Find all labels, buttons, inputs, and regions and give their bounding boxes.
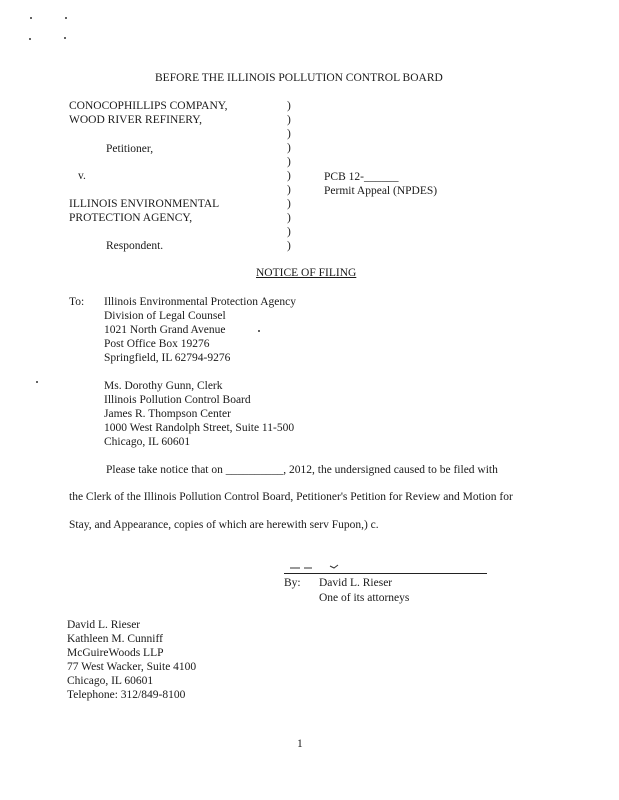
attorney-line: David L. Rieser [67, 619, 141, 631]
caption-paren: ) [287, 170, 291, 182]
caption-paren: ) [287, 156, 291, 168]
notice-body-line2: the Clerk of the Illinois Pollution Control Board, Petitioner's Petition for Review and Motion for [69, 491, 513, 503]
signer-role: One of its attorneys [319, 592, 410, 604]
signer-name: David L. Rieser [319, 577, 393, 589]
notice-title: NOTICE OF FILING [256, 267, 357, 279]
petitioner-name-line1: CONOCOPHILLIPS COMPANY, [69, 100, 228, 112]
case-number: PCB 12-______ [324, 171, 399, 183]
recipient2-line: Chicago, IL 60601 [104, 436, 191, 448]
respondent-name-line1: ILLINOIS ENVIRONMENTAL [69, 198, 220, 210]
recipient2-line: 1000 West Randolph Street, Suite 11-500 [104, 422, 295, 434]
scan-speck [65, 17, 67, 19]
scan-speck [258, 330, 260, 332]
recipient2-line: Ms. Dorothy Gunn, Clerk [104, 380, 223, 392]
scan-speck [30, 17, 32, 19]
page-number: 1 [297, 738, 303, 750]
board-title: BEFORE THE ILLINOIS POLLUTION CONTROL BOARD [155, 72, 443, 84]
recipient1-line: 1021 North Grand Avenue [104, 324, 226, 336]
caption-paren: ) [287, 212, 291, 224]
respondent-role: Respondent. [106, 240, 164, 252]
to-label: To: [69, 296, 85, 308]
notice-body-line3: Stay, and Appearance, copies of which are herewith serv Fupon,) c. [69, 519, 379, 531]
caption-paren: ) [287, 198, 291, 210]
petitioner-name-line2: WOOD RIVER REFINERY, [69, 114, 203, 126]
attorney-line: 77 West Wacker, Suite 4100 [67, 661, 197, 673]
versus: v. [78, 170, 86, 182]
scan-speck [36, 381, 38, 383]
recipient1-line: Division of Legal Counsel [104, 310, 226, 322]
respondent-name-line2: PROTECTION AGENCY, [69, 212, 193, 224]
caption-paren: ) [287, 142, 291, 154]
caption-paren: ) [287, 240, 291, 252]
recipient2-line: Illinois Pollution Control Board [104, 394, 251, 406]
by-label: By: [284, 577, 301, 589]
recipient1-line: Springfield, IL 62794-9276 [104, 352, 231, 364]
attorney-line: Telephone: 312/849-8100 [67, 689, 186, 701]
caption-paren: ) [287, 184, 291, 196]
notice-body-line1: Please take notice that on __________, 2012, the undersigned caused to be filed with [106, 464, 498, 476]
caption-paren: ) [287, 128, 291, 140]
caption-paren: ) [287, 226, 291, 238]
case-type: Permit Appeal (NPDES) [324, 185, 438, 197]
recipient1-line: Illinois Environmental Protection Agency [104, 296, 296, 308]
petitioner-role: Petitioner, [106, 143, 154, 155]
scan-speck [64, 37, 66, 39]
signature-scribble [290, 562, 370, 570]
caption-paren: ) [287, 100, 291, 112]
signature-line [284, 573, 487, 574]
attorney-line: Chicago, IL 60601 [67, 675, 154, 687]
recipient2-line: James R. Thompson Center [104, 408, 231, 420]
caption-paren: ) [287, 114, 291, 126]
recipient1-line: Post Office Box 19276 [104, 338, 210, 350]
attorney-line: McGuireWoods LLP [67, 647, 164, 659]
scan-speck [29, 38, 31, 40]
attorney-line: Kathleen M. Cunniff [67, 633, 163, 645]
